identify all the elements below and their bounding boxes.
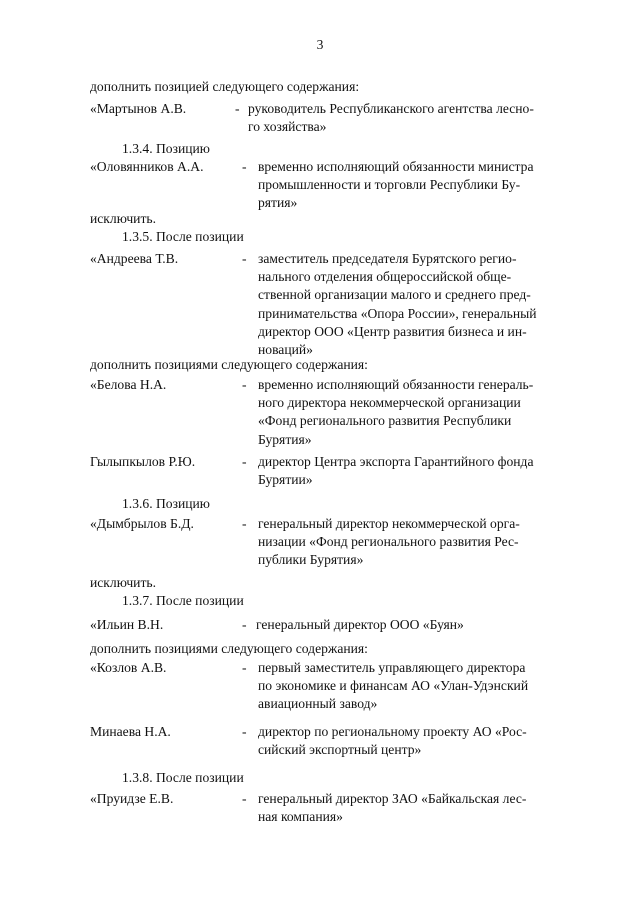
desc-line: Бурятии» bbox=[258, 472, 313, 488]
entry-description bbox=[256, 616, 568, 634]
entry-description bbox=[258, 790, 568, 826]
desc-line: новаций» bbox=[258, 342, 313, 358]
entry-name: «Андреева Т.В. bbox=[90, 251, 179, 266]
section-1-3-4: 1.3.4. Позицию bbox=[122, 141, 210, 156]
desc-line: сийский экспортный центр» bbox=[258, 742, 422, 758]
entry-name: Гылыпкылов Р.Ю. bbox=[90, 454, 196, 469]
entry-name: «Белова Н.А. bbox=[90, 377, 167, 392]
desc-line: ного директора некоммерческой организации bbox=[258, 395, 521, 411]
desc-line: «Фонд регионального развития Республики bbox=[258, 413, 512, 429]
entry-dash: - bbox=[242, 660, 247, 675]
entry-description bbox=[248, 100, 568, 136]
entry-name: «Пруидзе Е.В. bbox=[90, 791, 174, 806]
section-1-3-5: 1.3.5. После позиции bbox=[122, 229, 244, 244]
entry-dash: - bbox=[242, 516, 247, 531]
entry-name: «Козлов А.В. bbox=[90, 660, 167, 675]
desc-line: рятия» bbox=[258, 195, 298, 211]
desc-line: нального отделения общероссийской обще- bbox=[258, 269, 512, 285]
entry-description bbox=[258, 515, 568, 570]
desc-line: руководитель Республиканского агентства лесно- bbox=[248, 101, 534, 116]
entry-name: «Дымбрылов Б.Д. bbox=[90, 516, 194, 531]
desc-line: промышленности и торговли Республики Бу- bbox=[258, 177, 521, 193]
desc-line: генеральный директор ЗАО «Байкальская лес- bbox=[258, 791, 527, 806]
entry-dash: - bbox=[242, 454, 247, 469]
entry-name: «Мартынов А.В. bbox=[90, 101, 187, 116]
entry-description bbox=[258, 376, 568, 449]
entry-dash: - bbox=[242, 724, 247, 739]
desc-line: ная компания» bbox=[258, 809, 343, 825]
desc-line: авиационный завод» bbox=[258, 696, 378, 712]
entry-description bbox=[258, 250, 568, 359]
instruction-exclude: исключить. bbox=[90, 211, 156, 226]
entry-description bbox=[258, 659, 568, 714]
entry-name: «Ильин В.Н. bbox=[90, 617, 164, 632]
page-number: 3 bbox=[316, 37, 324, 52]
desc-line: публики Бурятия» bbox=[258, 552, 364, 568]
desc-line: го хозяйства» bbox=[248, 119, 327, 135]
entry-name: «Оловянников А.А. bbox=[90, 159, 204, 174]
desc-line: временно исполняющий обязанности министра bbox=[258, 159, 534, 174]
entry-name: Минаева Н.А. bbox=[90, 724, 171, 739]
desc-line: ственной организации малого и среднего пред- bbox=[258, 287, 531, 303]
entry-description bbox=[258, 723, 568, 759]
desc-line: по экономике и финансам АО «Улан-Удэнский bbox=[258, 678, 529, 694]
entry-dash: - bbox=[242, 791, 247, 806]
entry-dash: - bbox=[242, 251, 247, 266]
desc-line: Бурятия» bbox=[258, 431, 312, 447]
desc-line: генеральный директор ООО «Буян» bbox=[256, 617, 464, 632]
desc-line: генеральный директор некоммерческой орга- bbox=[258, 516, 520, 531]
instruction-exclude: исключить. bbox=[90, 575, 156, 590]
instruction-add-positions: дополнить позициями следующего содержания: bbox=[90, 357, 368, 372]
desc-line: первый заместитель управляющего директора bbox=[258, 660, 526, 675]
desc-line: директор Центра экспорта Гарантийного фонда bbox=[258, 454, 534, 469]
entry-dash: - bbox=[242, 377, 247, 392]
desc-line: временно исполняющий обязанности генераль- bbox=[258, 377, 534, 392]
desc-line: заместитель председателя Бурятского регио- bbox=[258, 251, 517, 266]
entry-dash: - bbox=[242, 617, 247, 632]
section-1-3-7: 1.3.7. После позиции bbox=[122, 593, 244, 608]
section-1-3-6: 1.3.6. Позицию bbox=[122, 496, 210, 511]
desc-line: директор по региональному проекту АО «Рос- bbox=[258, 724, 527, 739]
instruction-add-positions: дополнить позициями следующего содержания: bbox=[90, 641, 368, 656]
desc-line: низации «Фонд регионального развития Рес- bbox=[258, 534, 519, 550]
instruction-add-position: дополнить позицией следующего содержания: bbox=[90, 79, 360, 94]
section-1-3-8: 1.3.8. После позиции bbox=[122, 770, 244, 785]
entry-description bbox=[258, 453, 568, 489]
entry-description bbox=[258, 158, 568, 213]
entry-dash: - bbox=[235, 101, 240, 116]
desc-line: принимательства «Опора России», генеральный bbox=[258, 305, 537, 321]
entry-dash: - bbox=[242, 159, 247, 174]
desc-line: директор ООО «Центр развития бизнеса и ин- bbox=[258, 323, 527, 339]
